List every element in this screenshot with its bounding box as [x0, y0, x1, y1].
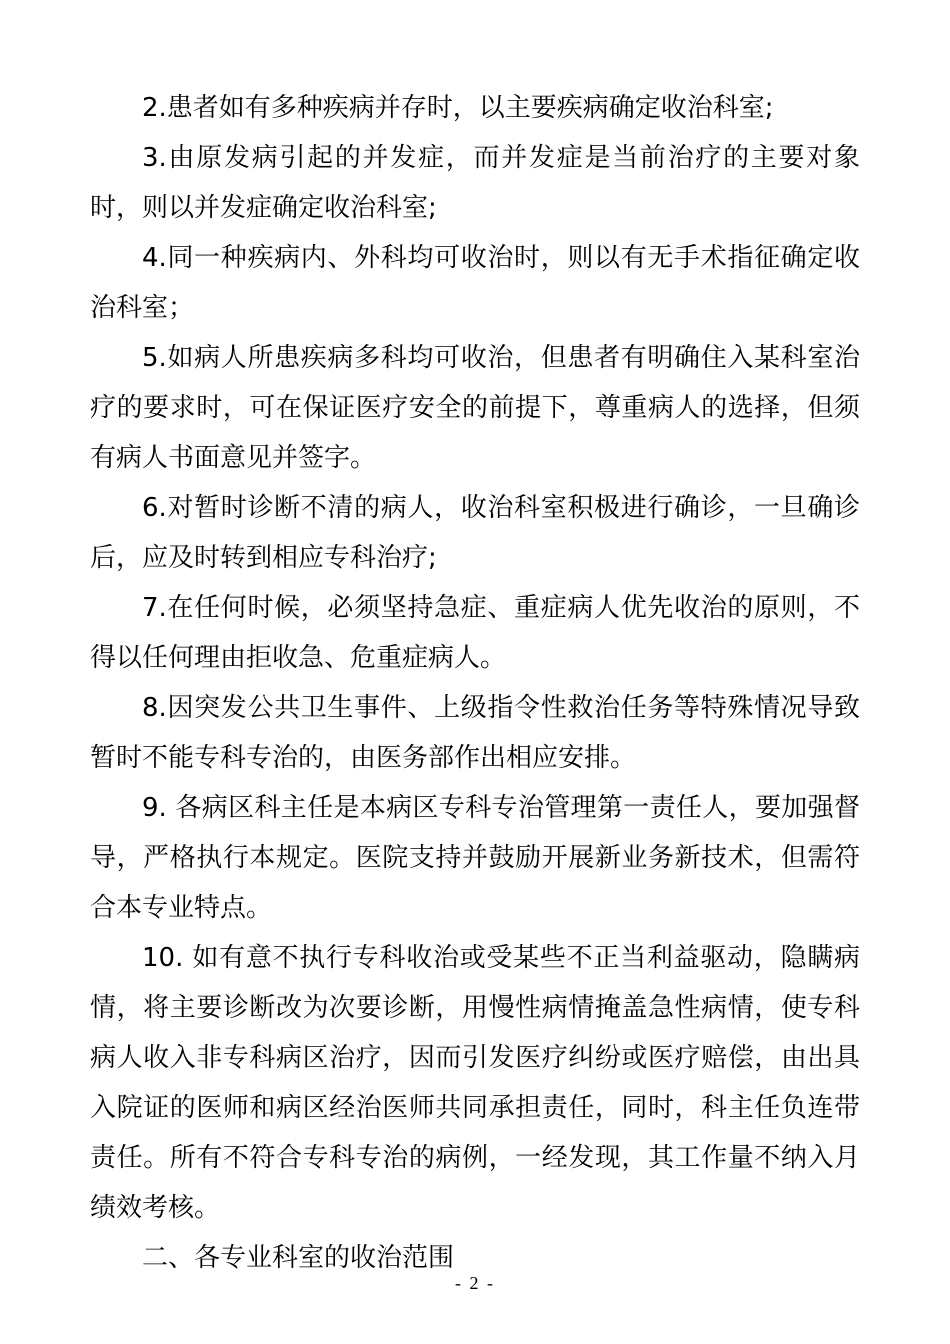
rule-paragraph-5: 5.如病人所患疾病多科均可收治，但患者有明确住入某科室治疗的要求时，可在保证医疗安全的前提下，尊重病人的选择，但须有病人书面意见并签字。: [90, 343, 860, 473]
page-number: - 2 -: [455, 1273, 495, 1293]
rule-paragraph-7: 7.在任何时候，必须坚持急症、重症病人优先收治的原则，不得以任何理由拒收急、危重症病人。: [90, 593, 860, 673]
rule-paragraph-8: 8.因突发公共卫生事件、上级指令性救治任务等特殊情况导致暂时不能专科专治的，由医务部作出相应安排。: [90, 693, 860, 773]
rule-paragraph-10: 10. 如有意不执行专科收治或受某些不正当利益驱动，隐瞒病情，将主要诊断改为次要诊断，用慢性病情掩盖急性病情，使专科病人收入非专科病区治疗，因而引发医疗纠纷或医疗赔偿，由出具入院证的医师和病区经治医师共同承担责任，同时，科主任负连带责任。所有不符合专科专治的病例，一经发现，其工作量不纳入月绩效考核。: [90, 943, 860, 1223]
rule-paragraph-2: 2.患者如有多种疾病并存时，以主要疾病确定收治科室;: [142, 93, 774, 123]
section-heading: 二、各专业科室的收治范围: [142, 1243, 455, 1273]
rule-paragraph-4: 4.同一种疾病内、外科均可收治时，则以有无手术指征确定收治科室；: [90, 243, 860, 323]
document-body: [90, 83, 860, 1283]
rule-paragraph-9: 9. 各病区科主任是本病区专科专治管理第一责任人，要加强督导，严格执行本规定。医院支持并鼓励开展新业务新技术，但需符合本专业特点。: [90, 793, 860, 923]
rule-paragraph-3: 3.由原发病引起的并发症，而并发症是当前治疗的主要对象时，则以并发症确定收治科室;: [90, 143, 860, 223]
rule-paragraph-6: 6.对暂时诊断不清的病人，收治科室积极进行确诊，一旦确诊后，应及时转到相应专科治疗;: [90, 493, 860, 573]
